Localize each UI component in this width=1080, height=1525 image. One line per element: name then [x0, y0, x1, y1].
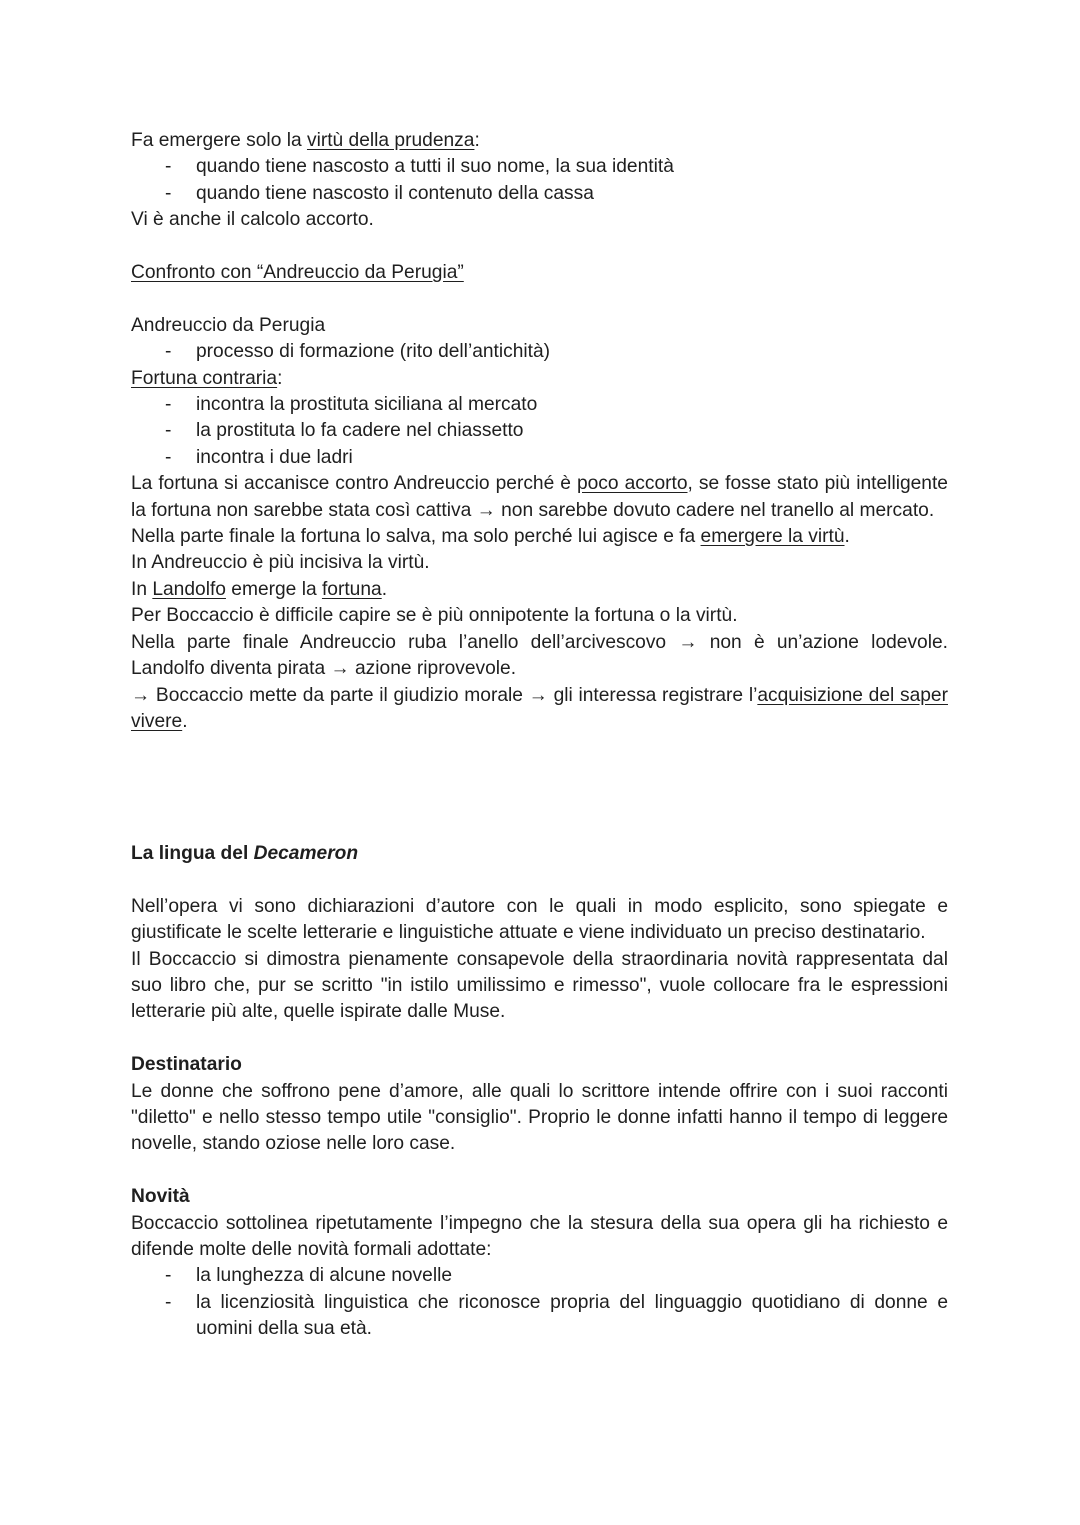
formazione-list: [131, 339, 948, 365]
calcolo-paragraph: Vi è anche il calcolo accorto.: [131, 209, 374, 231]
prudenza-list: [131, 154, 948, 207]
list-item: - incontra i due ladri: [196, 445, 948, 471]
andreuccio-virtu-paragraph: In Andreuccio è più incisiva la virtù.: [131, 552, 430, 574]
parte-finale-paragraph: Nella parte finale la fortuna lo salva, ma solo perché lui agisce e fa emergere la virtù.: [131, 526, 850, 548]
giudizio-morale-paragraph: → Boccaccio mette da parte il giudizio morale → gli interessa registrare l’acquisizione del saper vivere.: [131, 684, 948, 732]
document-page: [131, 128, 948, 1343]
destinatario-heading: Destinatario: [131, 1054, 242, 1076]
section-title: La lingua del Decameron: [131, 842, 359, 864]
landolfo-paragraph: In Landolfo emerge la fortuna.: [131, 578, 388, 600]
list-item: - processo di formazione (rito dell’antichità): [196, 339, 948, 365]
anello-paragraph: Nella parte finale Andreuccio ruba l’anello dell’arcivescovo → non è un’azione lodevole. Landolfo diventa pirata → azione riprovevole.: [131, 631, 948, 680]
list-item: - la lunghezza di alcune novelle: [196, 1263, 948, 1289]
fortuna-contraria-label: Fortuna contraria:: [131, 367, 283, 389]
confronto-heading: Confronto con “Andreuccio da Perugia”: [131, 262, 464, 284]
destinatario-paragraph: Le donne che soffrono pene d’amore, alle quali lo scrittore intende offrire con i suoi racconti "diletto" e nello stesso tempo utile "consiglio". Proprio le donne infatti hanno il tempo di leggere novelle, stando oziose nelle loro case.: [131, 1080, 948, 1155]
onnipotente-paragraph: Per Boccaccio è difficile capire se è più onnipotente la fortuna o la virtù.: [131, 605, 738, 627]
novita-heading: Novità: [131, 1186, 190, 1208]
andreuccio-name: Andreuccio da Perugia: [131, 314, 326, 336]
list-item: - quando tiene nascosto a tutti il suo nome, la sua identità: [196, 154, 948, 180]
list-item: - la licenziosità linguistica che riconosce propria del linguaggio quotidiano di donne e uomini della sua età.: [196, 1290, 948, 1343]
fortuna-paragraph: La fortuna si accanisce contro Andreuccio perché è poco accorto, se fosse stato più intelligente la fortuna non sarebbe stata così cattiva → non sarebbe dovuto cadere nel tranello al mercato.: [131, 473, 948, 521]
novita-paragraph: Boccaccio sottolinea ripetutamente l’impegno che la stesura della sua opera gli ha richiesto e difende molte delle novità formali adottate:: [131, 1212, 948, 1260]
consapevole-paragraph: Il Boccaccio si dimostra pienamente consapevole della straordinaria novità rappresentata dal suo libro che, pur se scritto "in istilo umilissimo e rimesso", vuole collocare fra le espressioni letterarie più alte, quelle ispirate dalle Muse.: [131, 948, 948, 1023]
fortuna-list: [131, 392, 948, 471]
list-item: - incontra la prostituta siciliana al mercato: [196, 392, 948, 418]
list-item: - la prostituta lo fa cadere nel chiassetto: [196, 418, 948, 444]
prudenza-paragraph: Fa emergere solo la virtù della prudenza:: [131, 130, 480, 151]
virtu-prudenza-underlined: virtù della prudenza: [306, 130, 475, 151]
novita-list: [131, 1263, 948, 1342]
list-item: - quando tiene nascosto il contenuto della cassa: [196, 181, 948, 207]
dichiarazioni-paragraph: Nell’opera vi sono dichiarazioni d’autore con le quali in modo esplicito, sono spiegate e giustificate le scelte letterarie e linguistiche attuate e viene individuato un preciso destinatario.: [131, 895, 948, 944]
